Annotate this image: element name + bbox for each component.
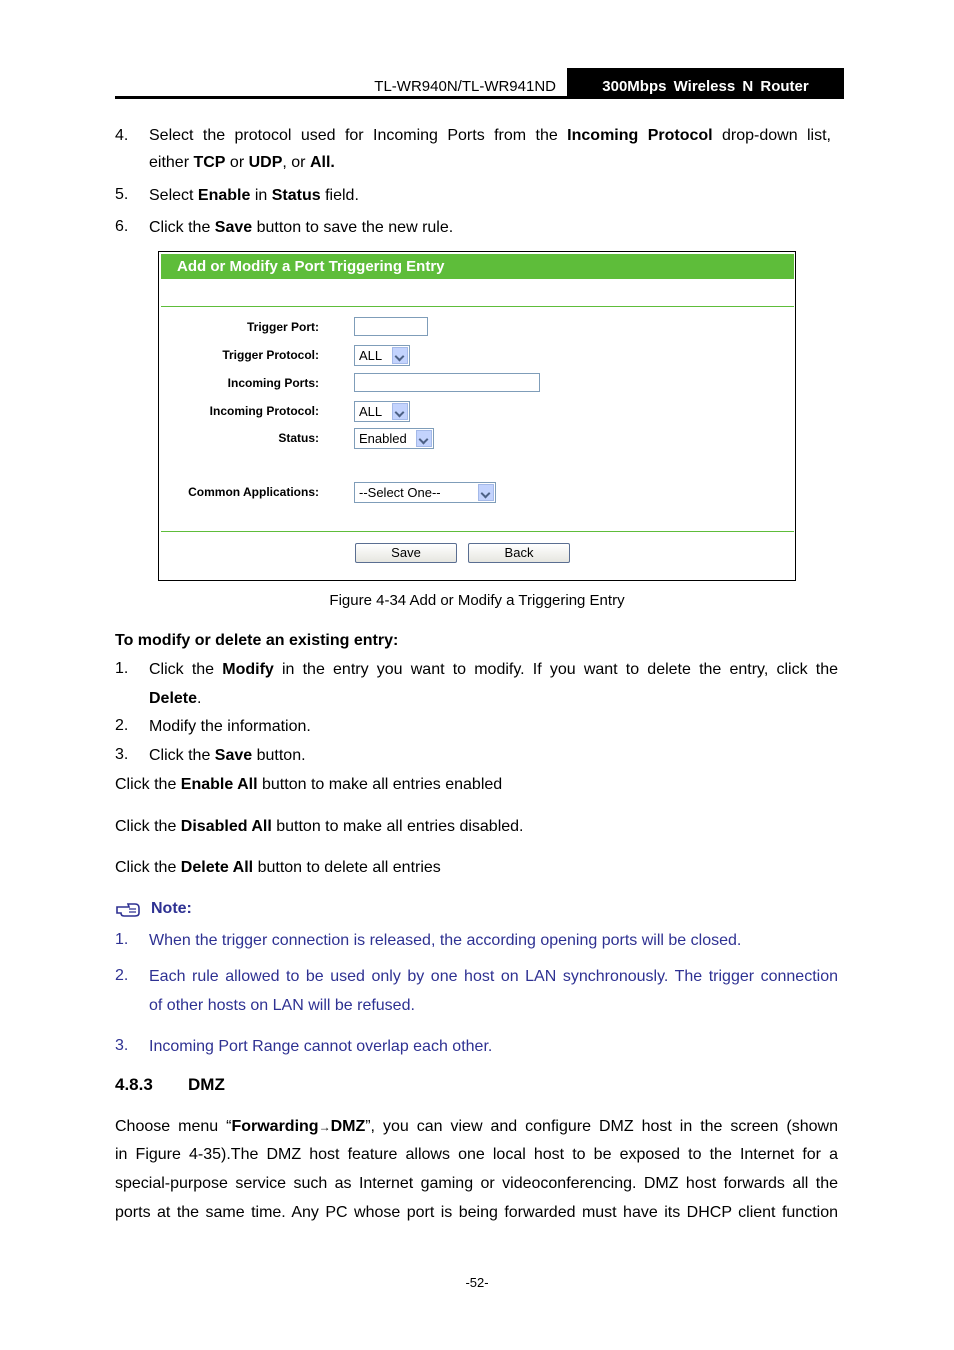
- modify-step-1-number: 1.: [115, 660, 129, 677]
- back-button[interactable]: Back: [468, 543, 570, 563]
- header-product: 300Mbps Wireless N Router: [567, 68, 844, 99]
- modify-step-1-line-2: Delete.: [149, 690, 202, 707]
- note-3-number: 3.: [115, 1037, 129, 1054]
- chevron-down-icon: [392, 347, 408, 364]
- trigger-protocol-select[interactable]: ALL: [354, 345, 410, 366]
- dmz-paragraph-line-2: in Figure 4-35).The DMZ host feature allows one local host to be exposed to the Internet for a: [115, 1146, 838, 1163]
- step-5-number: 5.: [115, 186, 129, 203]
- trigger-protocol-label: Trigger Protocol:: [222, 348, 319, 362]
- enable-all-paragraph: Click the Enable All button to make all entries enabled: [115, 776, 503, 793]
- note-2-line-1: Each rule allowed to be used only by one host on LAN synchronously. The trigger connection: [149, 968, 838, 985]
- chevron-down-icon: [416, 430, 432, 447]
- save-button[interactable]: Save: [355, 543, 457, 563]
- note-2-number: 2.: [115, 967, 129, 984]
- dmz-paragraph-line-4: ports at the same time. Any PC whose port is being forwarded must have its DHCP client function: [115, 1204, 838, 1221]
- step-4-line-1: Select the protocol used for Incoming Ports from the Incoming Protocol drop-down list,: [149, 127, 831, 144]
- form-title: Add or Modify a Port Triggering Entry: [161, 254, 794, 279]
- status-label: Status:: [278, 431, 319, 445]
- incoming-ports-input[interactable]: [354, 373, 540, 392]
- modify-step-3-text: Click the Save button.: [149, 747, 306, 764]
- step-5-text: Select Enable in Status field.: [149, 187, 359, 204]
- pointing-hand-icon: [115, 898, 143, 920]
- disable-all-paragraph: Click the Disabled All button to make all entries disabled.: [115, 818, 524, 835]
- note-1-number: 1.: [115, 931, 129, 948]
- common-applications-label: Common Applications:: [188, 485, 319, 499]
- chevron-down-icon: [392, 403, 408, 420]
- dmz-paragraph-line-3: special-purpose service such as Internet gaming or videoconferencing. DMZ host forwards all the: [115, 1175, 838, 1192]
- step-6-text: Click the Save button to save the new rule.: [149, 219, 454, 236]
- incoming-protocol-label: Incoming Protocol:: [209, 404, 319, 418]
- delete-all-paragraph: Click the Delete All button to delete all entries: [115, 859, 441, 876]
- modify-heading: To modify or delete an existing entry:: [115, 632, 399, 649]
- step-6-number: 6.: [115, 218, 129, 235]
- common-applications-select[interactable]: --Select One--: [354, 482, 496, 503]
- header-rule: [115, 96, 844, 99]
- note-2-line-2: of other hosts on LAN will be refused.: [149, 997, 415, 1014]
- status-select[interactable]: Enabled: [354, 428, 434, 449]
- form-bottom-rule: [161, 531, 794, 532]
- page-number: -52-: [465, 1275, 489, 1290]
- note-1-text: When the trigger connection is released, the according opening ports will be closed.: [149, 932, 742, 949]
- incoming-protocol-select[interactable]: ALL: [354, 401, 410, 422]
- step-4-number: 4.: [115, 127, 129, 144]
- chevron-down-icon: [478, 484, 494, 501]
- section-title: DMZ: [188, 1075, 225, 1094]
- note-3-text: Incoming Port Range cannot overlap each other.: [149, 1038, 493, 1055]
- note-label: Note:: [151, 900, 192, 917]
- dmz-paragraph-line-1: Choose menu “Forwarding→DMZ”, you can view and configure DMZ host in the screen (shown: [115, 1118, 839, 1135]
- section-number: 4.8.3: [115, 1075, 153, 1094]
- trigger-port-label: Trigger Port:: [246, 320, 319, 334]
- form-top-rule: [161, 306, 794, 307]
- figure-caption: Figure 4-34 Add or Modify a Triggering Entry: [329, 592, 625, 609]
- incoming-ports-label: Incoming Ports:: [227, 376, 319, 390]
- modify-step-1-line-1: Click the Modify in the entry you want to modify. If you want to delete the entry, click the: [149, 661, 839, 678]
- trigger-port-input[interactable]: [354, 317, 428, 336]
- modify-step-2-text: Modify the information.: [149, 718, 311, 735]
- port-trigger-form: [158, 251, 796, 581]
- modify-step-3-number: 3.: [115, 746, 129, 763]
- modify-step-2-number: 2.: [115, 717, 129, 734]
- header-model: TL-WR940N/TL-WR941ND: [374, 78, 556, 95]
- step-4-line-2: either TCP or UDP, or All.: [149, 154, 335, 171]
